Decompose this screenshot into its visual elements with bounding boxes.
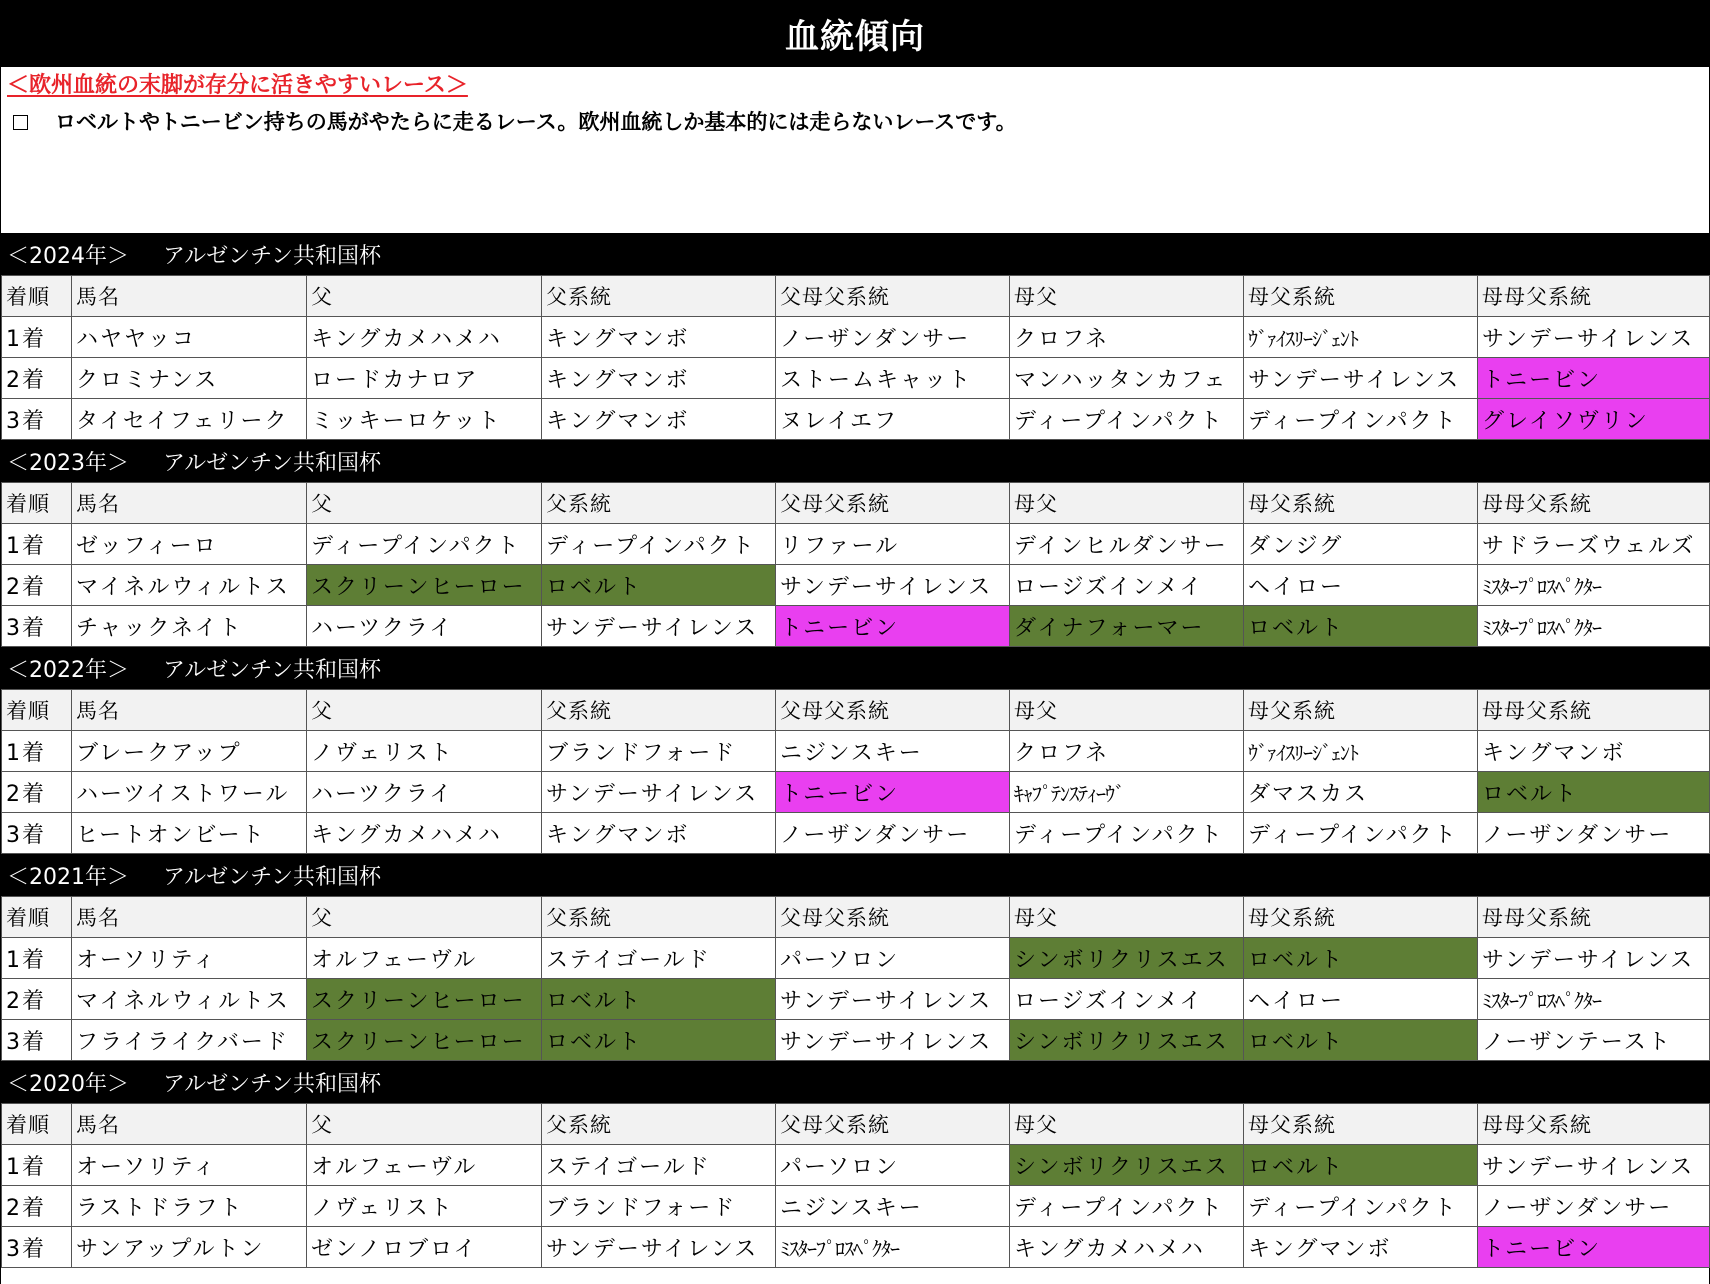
results-table [1, 482, 1710, 647]
column-header: 父 [307, 483, 542, 524]
race-name: アルゼンチン共和国杯 [163, 243, 382, 269]
table-row [2, 1020, 1710, 1061]
pedigree-cell: ディープインパクト [1244, 813, 1478, 854]
pedigree-cell: キングマンボ [542, 317, 776, 358]
pedigree-cell: シンボリクリスエス [1010, 1145, 1244, 1186]
pedigree-cell: ディープインパクト [1010, 399, 1244, 440]
table-row [2, 1227, 1710, 1268]
column-header: 父系統 [542, 897, 776, 938]
pedigree-cell: ディープインパクト [1010, 813, 1244, 854]
pedigree-cell: ロベルト [542, 1020, 776, 1061]
column-header: 母父系統 [1244, 483, 1478, 524]
pedigree-cell: サンデーサイレンス [542, 1227, 776, 1268]
year-header [1, 854, 1709, 896]
pedigree-cell: ダンジグ [1244, 524, 1478, 565]
results-sections [1, 233, 1709, 1268]
pedigree-cell: ｳﾞｧｲｽﾘｰｼﾞｪﾝﾄ [1244, 317, 1478, 358]
column-header: 母母父系統 [1478, 690, 1710, 731]
table-row [2, 772, 1710, 813]
pedigree-cell: ステイゴールド [542, 938, 776, 979]
finish-position: 2着 [2, 772, 72, 813]
pedigree-cell: ディープインパクト [307, 524, 542, 565]
pedigree-cell: ノーザンダンサー [1478, 1186, 1710, 1227]
pedigree-cell: ヘイロー [1244, 565, 1478, 606]
pedigree-cell: サンデーサイレンス [542, 772, 776, 813]
intro-note-text: ロベルトやトニービン持ちの馬がやたらに走るレース。欧州血統しか基本的には走らないレースです。 [55, 110, 1017, 134]
pedigree-cell: サンデーサイレンス [776, 1020, 1010, 1061]
pedigree-cell: スクリーンヒーロー [307, 565, 542, 606]
pedigree-cell: ロベルト [1244, 606, 1478, 647]
intro-section [1, 67, 1709, 233]
table-row [2, 317, 1710, 358]
horse-name: タイセイフェリーク [72, 399, 307, 440]
column-header: 父系統 [542, 1104, 776, 1145]
pedigree-cell: ニジンスキー [776, 731, 1010, 772]
pedigree-cell: クロフネ [1010, 731, 1244, 772]
pedigree-cell: ﾐｽﾀｰﾌﾟﾛｽﾍﾟｸﾀｰ [776, 1227, 1010, 1268]
finish-position: 3着 [2, 606, 72, 647]
column-header: 母父 [1010, 690, 1244, 731]
pedigree-cell: グレイソヴリン [1478, 399, 1710, 440]
column-header: 着順 [2, 276, 72, 317]
race-name: アルゼンチン共和国杯 [163, 864, 382, 890]
pedigree-cell: ゼンノロブロイ [307, 1227, 542, 1268]
column-header: 父系統 [542, 690, 776, 731]
pedigree-cell: サンデーサイレンス [1478, 317, 1710, 358]
pedigree-cell: ブランドフォード [542, 731, 776, 772]
pedigree-cell: オルフェーヴル [307, 938, 542, 979]
column-header: 母父系統 [1244, 690, 1478, 731]
pedigree-cell: キングカメハメハ [1010, 1227, 1244, 1268]
pedigree-cell: リファール [776, 524, 1010, 565]
finish-position: 2着 [2, 1186, 72, 1227]
pedigree-cell: ディープインパクト [1010, 1186, 1244, 1227]
column-header: 父系統 [542, 483, 776, 524]
pedigree-cell: ディープインパクト [1244, 399, 1478, 440]
race-name: アルゼンチン共和国杯 [163, 657, 382, 683]
horse-name: ヒートオンビート [72, 813, 307, 854]
results-table [1, 275, 1710, 440]
pedigree-cell: ｷｬﾌﾟﾃﾝｽﾃｨｰｳﾞ [1010, 772, 1244, 813]
horse-name: オーソリティ [72, 938, 307, 979]
column-header: 馬名 [72, 1104, 307, 1145]
column-header: 父 [307, 276, 542, 317]
pedigree-cell: ノーザンテースト [1478, 1020, 1710, 1061]
horse-name: マイネルウィルトス [72, 565, 307, 606]
horse-name: クロミナンス [72, 358, 307, 399]
year-label: ＜2023年＞ [7, 450, 129, 476]
pedigree-cell: ロベルト [1244, 1020, 1478, 1061]
year-header [1, 1061, 1709, 1103]
horse-name: ブレークアップ [72, 731, 307, 772]
column-header: 父母父系統 [776, 1104, 1010, 1145]
horse-name: フライライクバード [72, 1020, 307, 1061]
results-table [1, 896, 1710, 1061]
horse-name: チャックネイト [72, 606, 307, 647]
column-header: 馬名 [72, 897, 307, 938]
pedigree-cell: パーソロン [776, 1145, 1010, 1186]
horse-name: ラストドラフト [72, 1186, 307, 1227]
table-row [2, 524, 1710, 565]
pedigree-cell: ハーツクライ [307, 772, 542, 813]
pedigree-cell: ノヴェリスト [307, 1186, 542, 1227]
column-header: 父母父系統 [776, 690, 1010, 731]
column-header: 母父系統 [1244, 276, 1478, 317]
table-header-row [2, 897, 1710, 938]
year-label: ＜2022年＞ [7, 657, 129, 683]
pedigree-cell: トニービン [1478, 358, 1710, 399]
pedigree-cell: ﾐｽﾀｰﾌﾟﾛｽﾍﾟｸﾀｰ [1478, 565, 1710, 606]
pedigree-cell: トニービン [776, 606, 1010, 647]
horse-name: ハヤヤッコ [72, 317, 307, 358]
table-header-row [2, 1104, 1710, 1145]
pedigree-cell: ノーザンダンサー [1478, 813, 1710, 854]
pedigree-cell: ステイゴールド [542, 1145, 776, 1186]
pedigree-cell: ロベルト [542, 979, 776, 1020]
table-row [2, 979, 1710, 1020]
pedigree-cell: ミッキーロケット [307, 399, 542, 440]
horse-name: オーソリティ [72, 1145, 307, 1186]
horse-name: ゼッフィーロ [72, 524, 307, 565]
pedigree-cell: サンデーサイレンス [1244, 358, 1478, 399]
table-header-row [2, 690, 1710, 731]
pedigree-cell: ハーツクライ [307, 606, 542, 647]
year-header [1, 233, 1709, 275]
column-header: 馬名 [72, 483, 307, 524]
table-header-row [2, 483, 1710, 524]
pedigree-cell: ノヴェリスト [307, 731, 542, 772]
checkbox[interactable] [13, 115, 28, 130]
column-header: 母父系統 [1244, 1104, 1478, 1145]
finish-position: 2着 [2, 565, 72, 606]
finish-position: 3着 [2, 1227, 72, 1268]
pedigree-cell: ヘイロー [1244, 979, 1478, 1020]
pedigree-cell: ディープインパクト [1244, 1186, 1478, 1227]
pedigree-cell: パーソロン [776, 938, 1010, 979]
column-header: 着順 [2, 690, 72, 731]
table-row [2, 1145, 1710, 1186]
pedigree-cell: ﾐｽﾀｰﾌﾟﾛｽﾍﾟｸﾀｰ [1478, 979, 1710, 1020]
finish-position: 1着 [2, 731, 72, 772]
pedigree-cell: キングマンボ [1244, 1227, 1478, 1268]
year-label: ＜2020年＞ [7, 1071, 129, 1097]
pedigree-cell: スクリーンヒーロー [307, 979, 542, 1020]
column-header: 母母父系統 [1478, 897, 1710, 938]
finish-position: 3着 [2, 813, 72, 854]
pedigree-cell: ストームキャット [776, 358, 1010, 399]
finish-position: 1着 [2, 317, 72, 358]
pedigree-cell: サドラーズウェルズ [1478, 524, 1710, 565]
pedigree-cell: マンハッタンカフェ [1010, 358, 1244, 399]
column-header: 父母父系統 [776, 276, 1010, 317]
pedigree-cell: ニジンスキー [776, 1186, 1010, 1227]
pedigree-cell: ロージズインメイ [1010, 979, 1244, 1020]
year-label: ＜2024年＞ [7, 243, 129, 269]
pedigree-cell: クロフネ [1010, 317, 1244, 358]
pedigree-cell: ロージズインメイ [1010, 565, 1244, 606]
table-row [2, 358, 1710, 399]
pedigree-cell: キングマンボ [542, 399, 776, 440]
finish-position: 2着 [2, 358, 72, 399]
finish-position: 1着 [2, 938, 72, 979]
column-header: 着順 [2, 897, 72, 938]
year-header [1, 440, 1709, 482]
pedigree-cell: サンデーサイレンス [776, 565, 1010, 606]
column-header: 父母父系統 [776, 897, 1010, 938]
horse-name: サンアップルトン [72, 1227, 307, 1268]
pedigree-cell: ノーザンダンサー [776, 317, 1010, 358]
column-header: 母父 [1010, 483, 1244, 524]
column-header: 父 [307, 897, 542, 938]
column-header: 馬名 [72, 276, 307, 317]
pedigree-cell: ノーザンダンサー [776, 813, 1010, 854]
pedigree-cell: トニービン [776, 772, 1010, 813]
pedigree-cell: サンデーサイレンス [542, 606, 776, 647]
pedigree-cell: ダマスカス [1244, 772, 1478, 813]
table-header-row [2, 276, 1710, 317]
table-row [2, 731, 1710, 772]
pedigree-cell: デインヒルダンサー [1010, 524, 1244, 565]
pedigree-cell: キングマンボ [542, 358, 776, 399]
race-name: アルゼンチン共和国杯 [163, 450, 382, 476]
results-table [1, 1103, 1710, 1268]
finish-position: 1着 [2, 524, 72, 565]
table-row [2, 399, 1710, 440]
column-header: 母母父系統 [1478, 1104, 1710, 1145]
pedigree-cell: ブランドフォード [542, 1186, 776, 1227]
column-header: 母母父系統 [1478, 276, 1710, 317]
page-title: 血統傾向 [1, 0, 1709, 67]
pedigree-cell: キングカメハメハ [307, 813, 542, 854]
pedigree-cell: スクリーンヒーロー [307, 1020, 542, 1061]
pedigree-cell: シンボリクリスエス [1010, 938, 1244, 979]
pedigree-cell: キングマンボ [542, 813, 776, 854]
table-row [2, 813, 1710, 854]
column-header: 父 [307, 1104, 542, 1145]
pedigree-cell: キングカメハメハ [307, 317, 542, 358]
year-header [1, 647, 1709, 689]
horse-name: マイネルウィルトス [72, 979, 307, 1020]
column-header: 母父 [1010, 897, 1244, 938]
column-header: 父系統 [542, 276, 776, 317]
pedigree-cell: トニービン [1478, 1227, 1710, 1268]
table-row [2, 938, 1710, 979]
pedigree-cell: ロベルト [542, 565, 776, 606]
table-row [2, 565, 1710, 606]
column-header: 父 [307, 690, 542, 731]
column-header: 母父 [1010, 1104, 1244, 1145]
table-row [2, 606, 1710, 647]
column-header: 着順 [2, 1104, 72, 1145]
finish-position: 1着 [2, 1145, 72, 1186]
pedigree-cell: ﾐｽﾀｰﾌﾟﾛｽﾍﾟｸﾀｰ [1478, 606, 1710, 647]
finish-position: 2着 [2, 979, 72, 1020]
finish-position: 3着 [2, 1020, 72, 1061]
pedigree-cell: ダイナフォーマー [1010, 606, 1244, 647]
results-table [1, 689, 1710, 854]
pedigree-cell: ロードカナロア [307, 358, 542, 399]
table-row [2, 1186, 1710, 1227]
pedigree-cell: ｳﾞｧｲｽﾘｰｼﾞｪﾝﾄ [1244, 731, 1478, 772]
pedigree-cell: ディープインパクト [542, 524, 776, 565]
column-header: 父母父系統 [776, 483, 1010, 524]
column-header: 母母父系統 [1478, 483, 1710, 524]
pedigree-cell: ヌレイエフ [776, 399, 1010, 440]
intro-note [7, 105, 1703, 139]
pedigree-cell: サンデーサイレンス [1478, 938, 1710, 979]
pedigree-cell: サンデーサイレンス [1478, 1145, 1710, 1186]
column-header: 母父 [1010, 276, 1244, 317]
horse-name: ハーツイストワール [72, 772, 307, 813]
pedigree-cell: サンデーサイレンス [776, 979, 1010, 1020]
column-header: 母父系統 [1244, 897, 1478, 938]
pedigree-cell: ロベルト [1244, 938, 1478, 979]
finish-position: 3着 [2, 399, 72, 440]
pedigree-cell: キングマンボ [1478, 731, 1710, 772]
race-name: アルゼンチン共和国杯 [163, 1071, 382, 1097]
pedigree-cell: シンボリクリスエス [1010, 1020, 1244, 1061]
pedigree-cell: ロベルト [1478, 772, 1710, 813]
pedigree-cell: オルフェーヴル [307, 1145, 542, 1186]
year-label: ＜2021年＞ [7, 864, 129, 890]
intro-heading: ＜欧州血統の末脚が存分に活きやすいレース＞ [7, 73, 468, 98]
column-header: 馬名 [72, 690, 307, 731]
pedigree-cell: ロベルト [1244, 1145, 1478, 1186]
column-header: 着順 [2, 483, 72, 524]
